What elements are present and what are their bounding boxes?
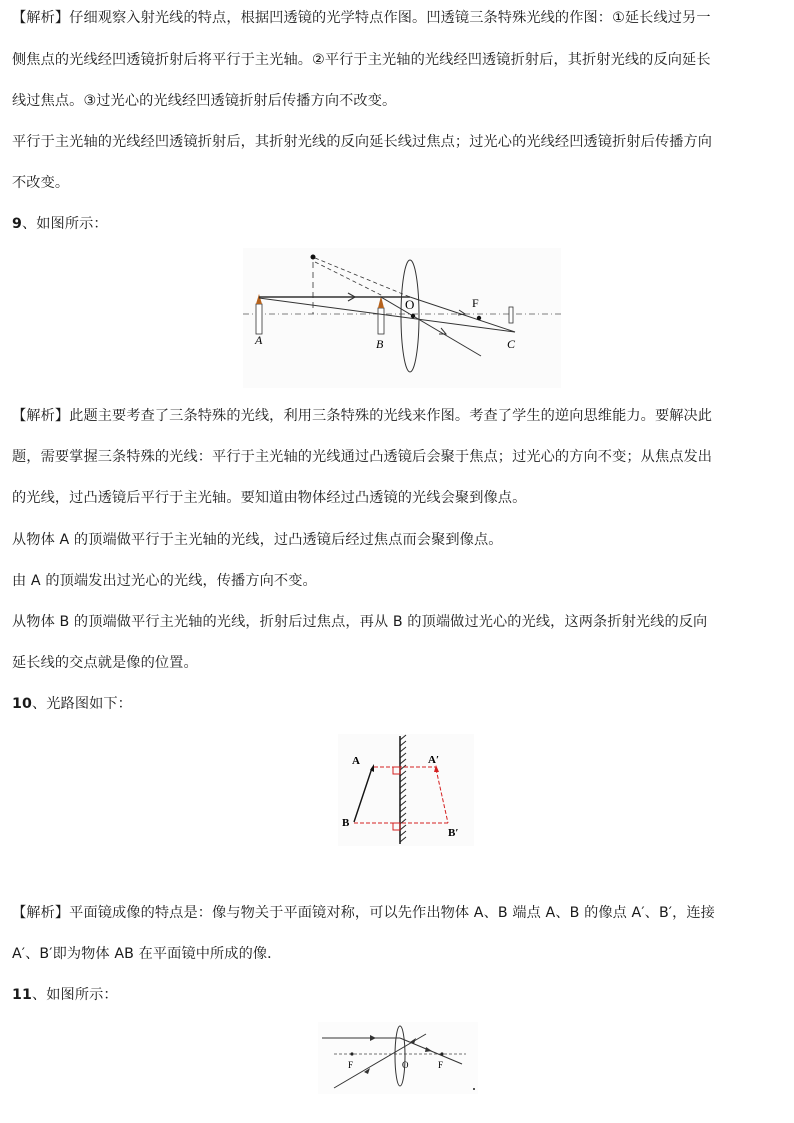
virtual-image-point — [311, 255, 316, 260]
question-number: 11 — [12, 987, 32, 1003]
analysis-text: 延长线的交点就是像的位置。 — [12, 655, 198, 671]
analysis-text: 平行于主光轴的光线经凹透镜折射后，其折射光线的反向延长线过焦点；过光心的光线经凹透镜折射后传播方向 — [12, 134, 713, 150]
candle-c — [509, 307, 513, 323]
label-a: A — [255, 333, 263, 347]
analysis-text: 由 A 的顶端发出过光心的光线，传播方向不变。 — [12, 573, 317, 589]
question-number: 10 — [12, 696, 32, 712]
analysis-text: 侧焦点的光线经凹透镜折射后将平行于主光轴。②平行于主光轴的光线经凹透镜折射后，其折射光线的反向延长 — [12, 52, 711, 68]
question-9-heading — [12, 214, 108, 234]
label-b-prime: B′ — [448, 827, 459, 839]
label-f-right: F — [438, 1060, 444, 1070]
stray-dot — [473, 1088, 475, 1090]
focal-point — [477, 316, 481, 320]
candle-b — [378, 308, 384, 334]
label-f-left: F — [348, 1060, 354, 1070]
label-f: F — [472, 296, 479, 310]
question-number: 9 — [12, 216, 22, 232]
question-10-heading — [12, 694, 132, 714]
plane-mirror-diagram — [338, 734, 474, 846]
convex-lens-focal-diagram — [318, 1022, 478, 1094]
analysis-text: 题，需要掌握三条特殊的光线：平行于主光轴的光线通过凸透镜后会聚于焦点；过光心的方向不变；从焦点发出 — [12, 449, 713, 465]
label-a-prime: A′ — [428, 754, 440, 766]
label-o: O — [405, 297, 415, 312]
question-11-heading — [12, 985, 118, 1005]
label-o: O — [402, 1060, 409, 1070]
question-heading-text: 、如图所示： — [31, 987, 118, 1003]
analysis-text: 【解析】此题主要考查了三条特殊的光线，利用三条特殊的光线来作图。考查了学生的逆向思维能力。要解决此 — [12, 408, 713, 424]
analysis-text: A′、B′即为物体 AB 在平面镜中所成的像． — [12, 946, 282, 962]
analysis-text: 【解析】平面镜成像的特点是：像与物关于平面镜对称，可以先作出物体 A、B 端点 A、B 的像点 A′、B′，连接 — [12, 905, 715, 921]
analysis-text: 线过焦点。③过光心的光线经凹透镜折射后传播方向不改变。 — [12, 93, 397, 109]
candle-a — [256, 304, 262, 334]
analysis-text: 不改变。 — [12, 175, 70, 191]
label-b: B — [376, 337, 384, 351]
analysis-text: 【解析】仔细观察入射光线的特点，根据凹透镜的光学特点作图。凹透镜三条特殊光线的作图：①延长线过另一 — [12, 10, 711, 26]
analysis-text: 从物体 A 的顶端做平行于主光轴的光线，过凸透镜后经过焦点而会聚到像点。 — [12, 532, 503, 548]
analysis-text: 从物体 B 的顶端做平行主光轴的光线，折射后过焦点，再从 B 的顶端做过光心的光线，这两条折射光线的反向 — [12, 614, 708, 630]
analysis-text: 的光线，过凸透镜后平行于主光轴。要知道由物体经过凸透镜的光线会聚到像点。 — [12, 490, 527, 506]
question-heading-text: 、如图所示： — [21, 216, 108, 232]
label-a: A — [352, 755, 360, 767]
optical-center-point — [411, 314, 415, 318]
label-b: B — [342, 817, 350, 829]
question-heading-text: 、光路图如下： — [31, 696, 132, 712]
convex-lens-ray-diagram — [243, 248, 561, 388]
label-c: C — [507, 337, 516, 351]
